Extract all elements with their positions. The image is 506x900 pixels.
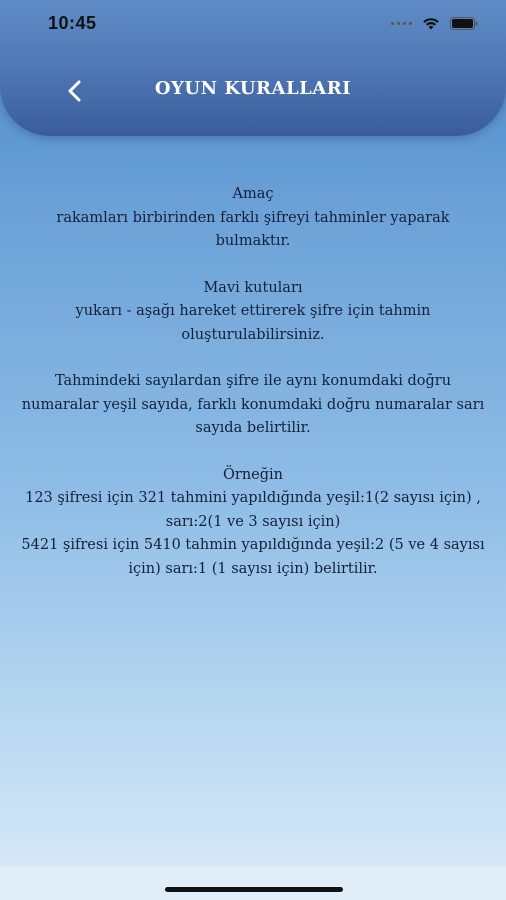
example-1: 123 şifresi için 321 tahmini yapıldığında yeşil:1(2 sayısı için) , sarı:2(1 ve 3 sayısı için) xyxy=(25,490,481,530)
goal-text: rakamları birbirinden farklı şifreyi tahminler yaparak bulmaktır. xyxy=(56,209,450,249)
wifi-icon xyxy=(422,17,440,30)
page-title: OYUN KURALLARI xyxy=(154,78,352,99)
example-section xyxy=(20,464,486,582)
colors-text: Tahmindeki sayılardan şifre ile aynı konumdaki doğru numaralar yeşil sayıda, farklı konumdaki doğru numaralar sarı sayıda belirtilir. xyxy=(21,373,485,436)
bottom-bar xyxy=(0,866,506,900)
signal-icon xyxy=(391,22,412,25)
boxes-title: Mavi kutuları xyxy=(203,279,303,296)
home-indicator[interactable] xyxy=(165,887,343,892)
colors-section xyxy=(20,370,486,441)
status-icons xyxy=(391,17,478,30)
goal-title: Amaç xyxy=(232,186,274,202)
example-title: Örneğin xyxy=(223,466,283,483)
battery-icon xyxy=(450,17,478,30)
status-bar xyxy=(0,0,506,50)
rules-content xyxy=(20,183,486,604)
status-time: 10:45 xyxy=(48,12,97,33)
example-2: 5421 şifresi için 5410 tahmin yapıldığında yeşil:2 (5 ve 4 sayısı için) sarı:1 (1 sayısı için) belirtilir. xyxy=(21,537,485,577)
boxes-section xyxy=(20,277,486,348)
boxes-text: yukarı - aşağı hareket ettirerek şifre için tahmin oluşturulabilirsiniz. xyxy=(75,303,431,343)
goal-section xyxy=(20,183,486,254)
